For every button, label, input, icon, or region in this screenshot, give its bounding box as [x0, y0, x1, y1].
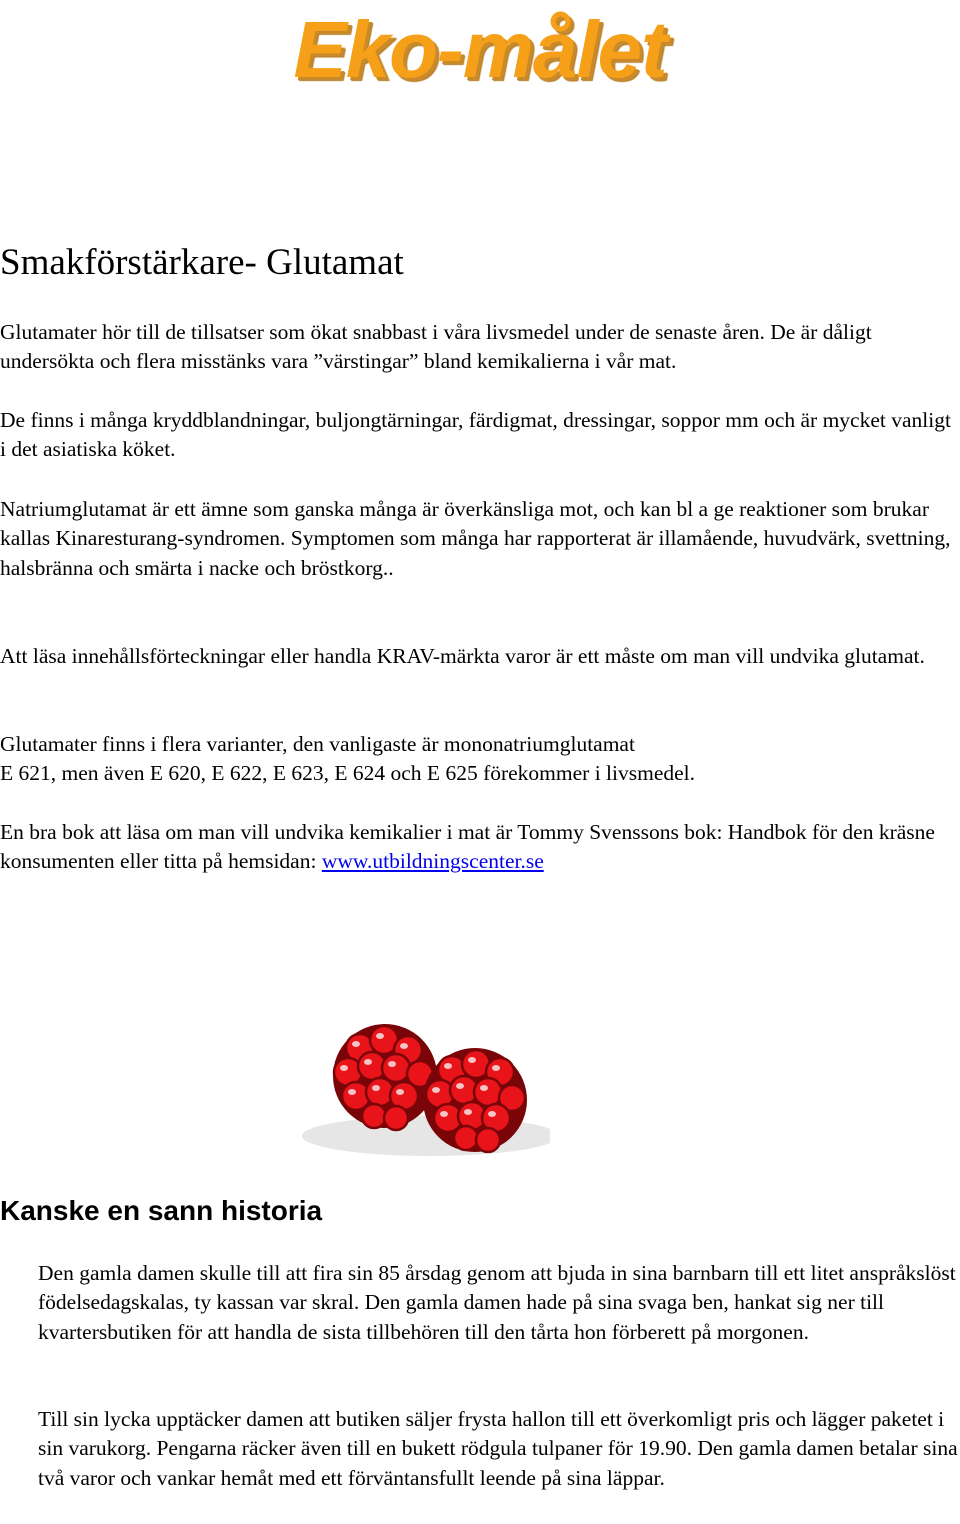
- raspberry-right-icon: [423, 1048, 527, 1152]
- article-paragraph: Natriumglutamat är ett ämne som ganska många är överkänsliga mot, och kan bl a ge reaktioner som brukar kallas Kinaresturang-syndromen. Symptomen som många har rapporterat är illamående, huvudvärk, svettning, halsbränna och smärta i nacke och bröstkorg..: [0, 497, 951, 580]
- story-title: Kanske en sann historia: [0, 1195, 323, 1226]
- website-link[interactable]: www.utbildningscenter.se: [321, 849, 544, 874]
- story-paragraph: Den gamla damen skulle till att fira sin 85 årsdag genom att bjuda in sina barnbarn till ett litet anspråkslöst födelsedagskalas, ty kassan var skral. Den gamla damen hade på sina svaga ben, hankat sig ner till kvartersbutiken för att handla de sista tillbehören till den tårta hon förberett på morgonen.: [38, 1261, 956, 1344]
- masthead-logo: Eko-målet: [293, 5, 667, 94]
- book-recommendation-text: En bra bok att läsa om man vill undvika kemikalier i mat är Tommy Svenssons bok: Handbok för den kräsne konsumenten eller titta på hemsidan:: [0, 820, 935, 874]
- raspberry-left-icon: [333, 1024, 437, 1130]
- article-paragraph: De finns i många kryddblandningar, buljongtärningar, färdigmat, dressingar, soppor mm och är mycket vanligt i det asiatiska köket.: [0, 408, 951, 462]
- story-paragraph: Till sin lycka upptäcker damen att butiken säljer frysta hallon till ett överkomligt pris och lägger paketet i sin varukorg. Pengarna räcker även till en bukett rödgula tulpaner för 19.90. Den gamla damen betalar sina två varor och vankar hemåt med ett förväntansfullt leende på sina läppar.: [38, 1407, 958, 1490]
- article-paragraph: Att läsa innehållsförteckningar eller handla KRAV-märkta varor är ett måste om man vill undvika glutamat.: [0, 644, 925, 668]
- article-paragraph: E 621, men även E 620, E 622, E 623, E 624 och E 625 förekommer i livsmedel.: [0, 761, 696, 785]
- raspberries-illustration: [290, 1008, 550, 1168]
- article-paragraph: Glutamater finns i flera varianter, den vanligaste är mononatriumglutamat: [0, 732, 635, 756]
- article-paragraph: Glutamater hör till de tillsatser som ökat snabbast i våra livsmedel under de senaste åren. De är dåligt undersökta och flera misstänks vara ”värstingar” bland kemikalierna i vår mat.: [0, 320, 872, 374]
- book-recommendation: [0, 818, 960, 877]
- article-title: Smakförstärkare- Glutamat: [0, 242, 404, 283]
